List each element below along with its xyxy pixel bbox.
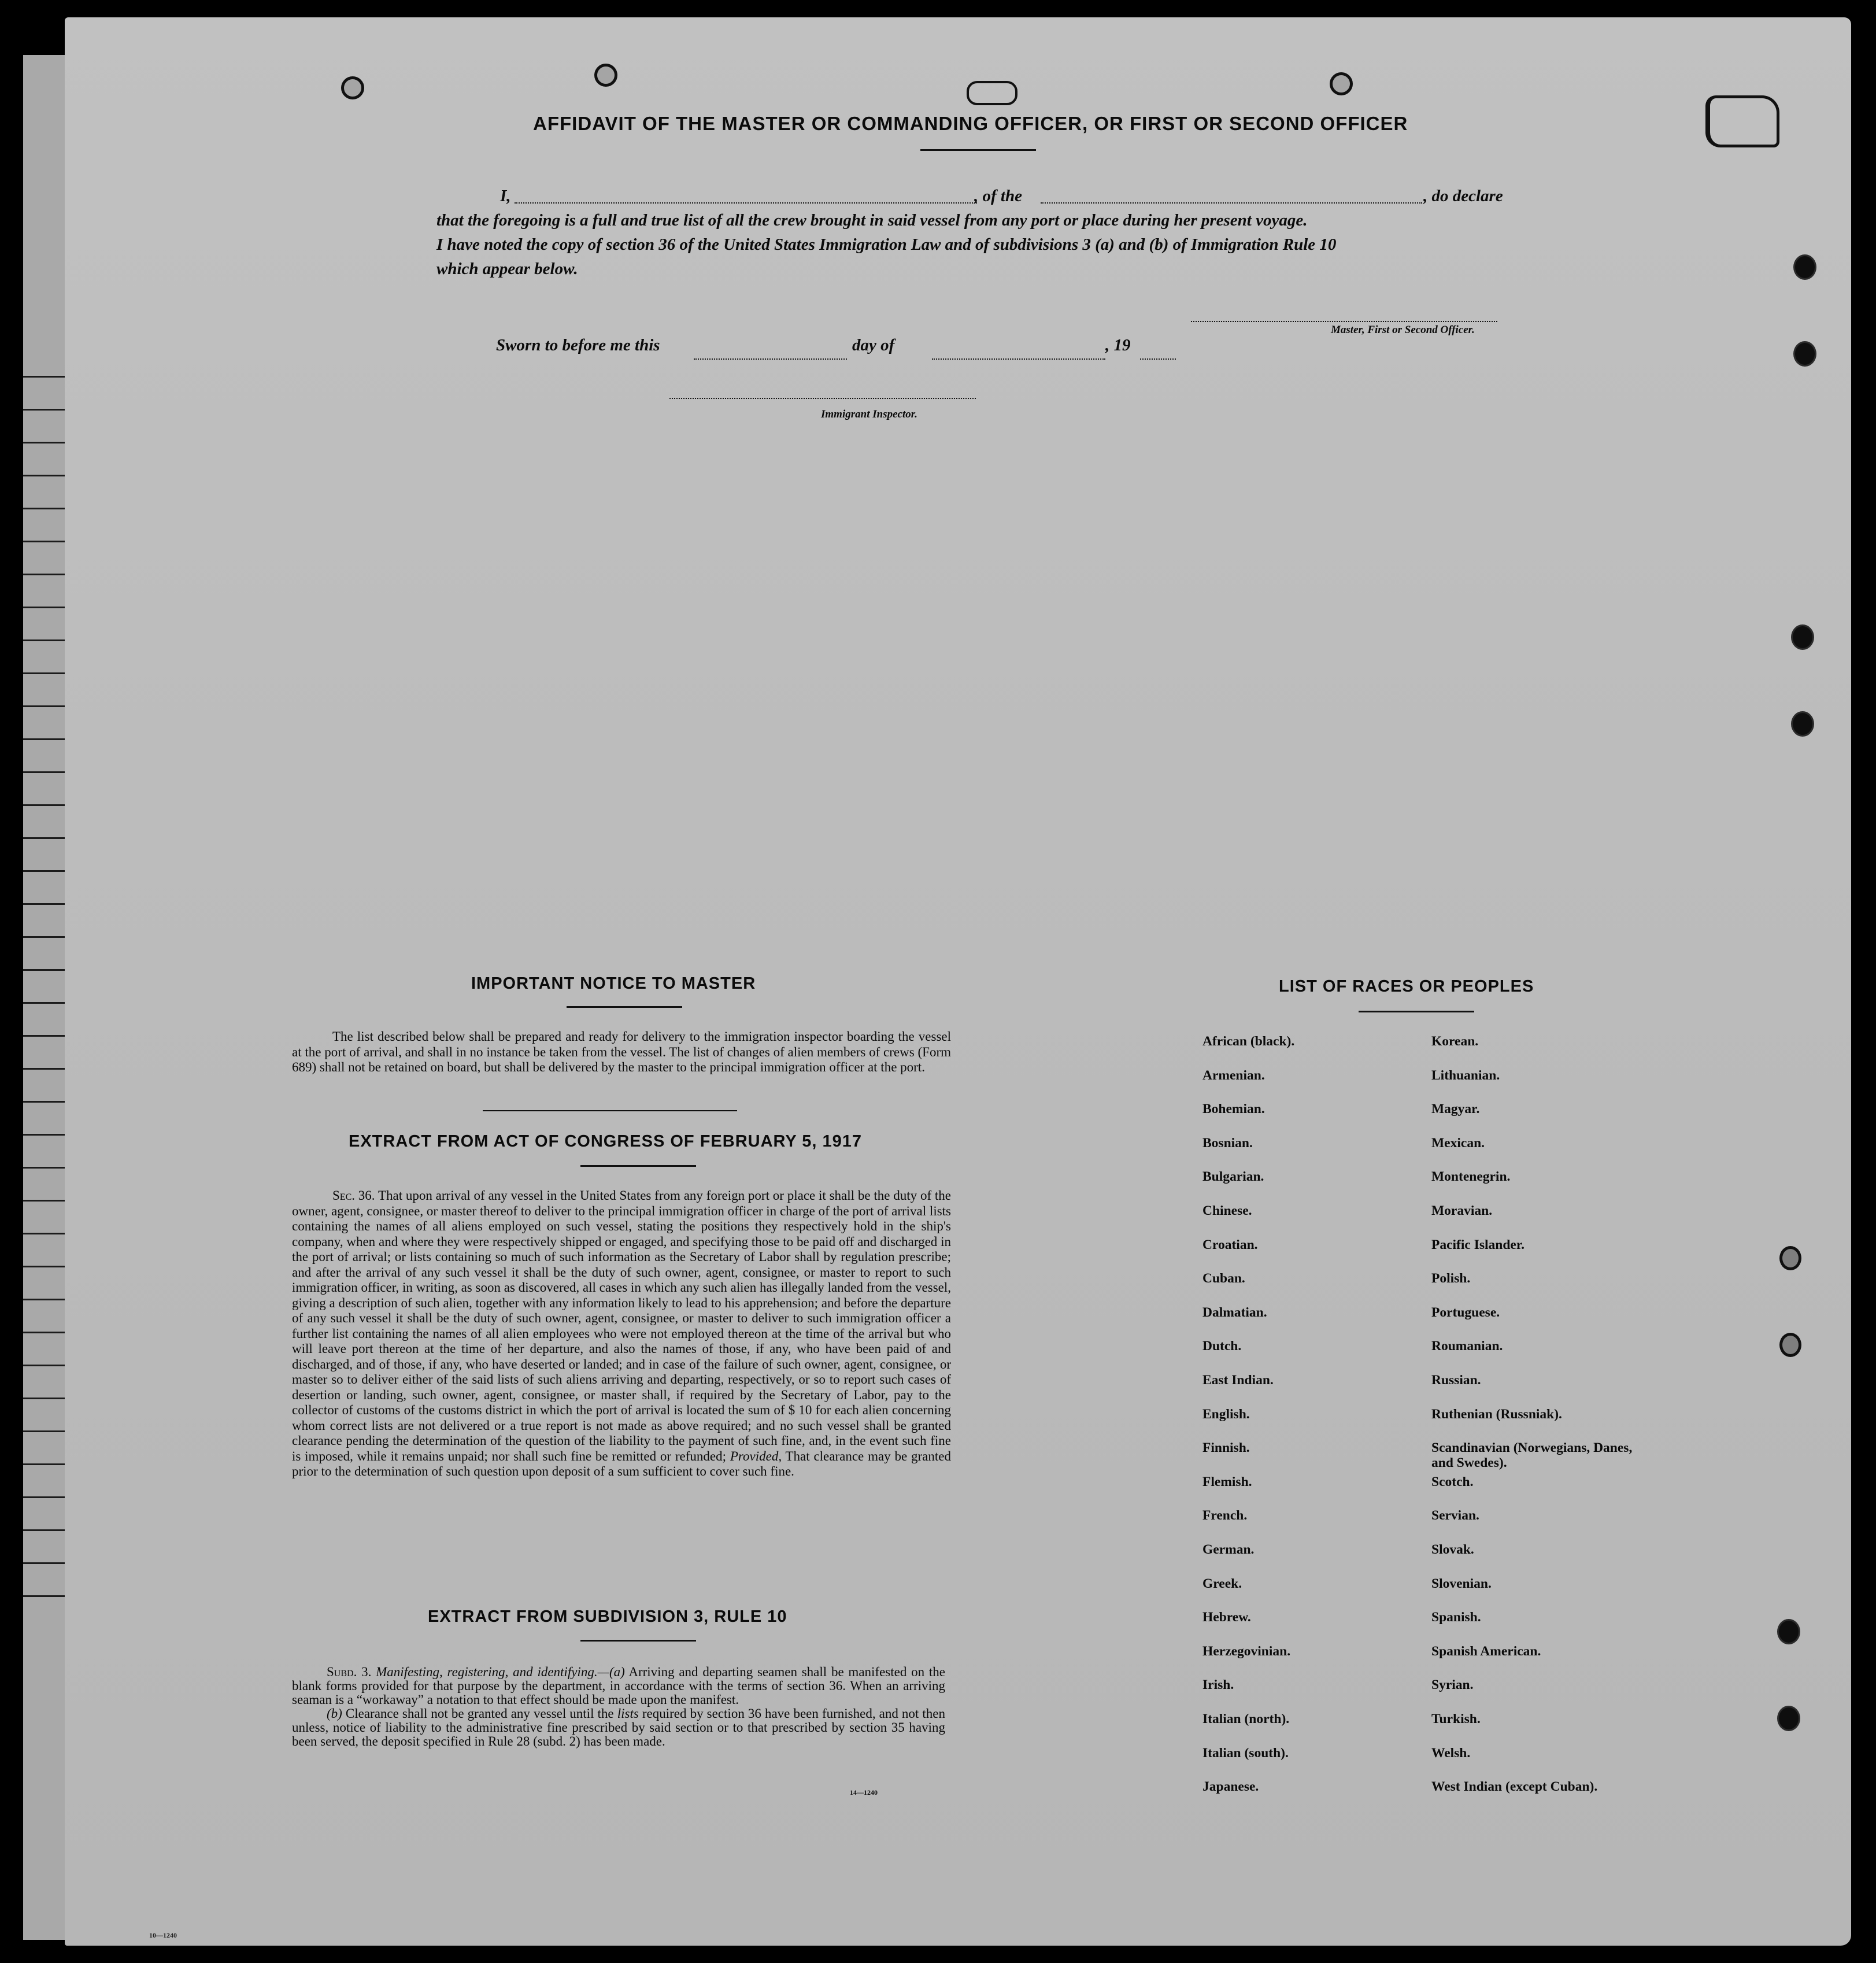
race-item: African (black). xyxy=(1202,1034,1295,1049)
heading-rule xyxy=(920,149,1036,151)
act-body: That upon arrival of any vessel in the United States from any foreign port or place it shall be the duty of the owner, agent, consignee, or master thereof to deliver to the principal immigration officer in charge of the port of arrival lists containing the names of all aliens employed on such vessel, stating the positions they respectively hold in the ship's company, when and where they were respectively shipped or engaged, and specifying those to be paid off and discharged in the port of arrival; or lists containing so much of such information as the Secretary of Labor shall by regulation prescribe; and after the arrival of any such vessel it shall be the duty of such owner, agent, consignee, or master to report to such immigration officer, in writing, as soon as discovered, all cases in which any such alien has illegally landed from the vessel, giving a description of such alien, together with any information likely to lead to his apprehension; and before the departure of any such vessel it shall be the duty of such owner, agent, consignee, or master to deliver to such immigration officer a further list containing the names of all alien employees who were not employed thereon at the time of the arrival but who will leave port thereon at the time of her departure, and also the names of those, if any, who have been paid of and discharged, and of those, if any, who have deserted or landed; and in case of the failure of such owner, agent, consignee, or master so to deliver either of the said lists of such aliens arriving and departing, respectively, or so to report such cases of desertion or landing, such owner, agent, consignee, or master shall, if required by the Secretary of Labor, pay to the collector of customs of the customs district in which the port of arrival is located the sum of $ 10 for each alien concerning whom correct lists are not delivered or a true report is not made as above required; and no such vessel shall be granted clearance pending the determination of the question of the liability to the payment of such fine, and, in the event such fine is imposed, while it remains unpaid; nor shall such fine be remitted or refunded; xyxy=(292,1188,951,1463)
ruling-line xyxy=(23,804,69,806)
affidavit-line-4: which appear below. xyxy=(436,260,578,278)
sworn-label: Sworn to before me this xyxy=(496,336,660,354)
ruling-line xyxy=(23,475,69,476)
rule-extract-text xyxy=(292,1665,945,1748)
race-item: Italian (north). xyxy=(1202,1711,1290,1727)
subd-label: Subd. 3. xyxy=(327,1665,372,1679)
race-item: Armenian. xyxy=(1202,1067,1265,1083)
race-item: Moravian. xyxy=(1431,1203,1493,1218)
race-item: Roumanian. xyxy=(1431,1339,1503,1354)
corner-stamp-mark xyxy=(1705,95,1779,147)
race-item: Montenegrin. xyxy=(1431,1169,1511,1185)
ruling-line xyxy=(23,1233,69,1234)
binder-hole-icon xyxy=(1777,1706,1800,1731)
race-item: Italian (south). xyxy=(1202,1745,1289,1761)
race-item: Russian. xyxy=(1431,1373,1481,1388)
binder-hole-icon xyxy=(1779,1333,1801,1357)
race-item: Cuban. xyxy=(1202,1271,1245,1287)
subd-heading: Manifesting, registering, and identifying.—(a) xyxy=(376,1665,625,1679)
affidavit-line-1 xyxy=(436,184,1523,208)
ruling-line xyxy=(23,574,69,575)
race-item: Bohemian. xyxy=(1202,1101,1265,1117)
ruling-line xyxy=(23,1398,69,1399)
sworn-month-line[interactable] xyxy=(932,358,1105,360)
races-title: LIST OF RACES OR PEOPLES xyxy=(1279,977,1534,996)
ruling-line xyxy=(23,1430,69,1432)
para-b-lists: lists xyxy=(617,1706,639,1721)
b-label: (b) xyxy=(327,1706,342,1721)
ruling-line xyxy=(23,1167,69,1169)
para-b-start: Clearance shall not be granted any vessel until the xyxy=(345,1706,614,1721)
ruling-line xyxy=(23,837,69,839)
inspector-signature-line[interactable] xyxy=(669,398,976,399)
race-item: Finnish. xyxy=(1202,1440,1250,1456)
race-item: Japanese. xyxy=(1202,1779,1259,1795)
race-item: Portuguese. xyxy=(1431,1304,1500,1320)
ruling-line xyxy=(23,607,69,608)
race-item: Slovenian. xyxy=(1431,1576,1492,1591)
punch-hole-icon xyxy=(1330,72,1353,95)
ruling-line xyxy=(23,1101,69,1103)
ruling-line xyxy=(23,376,69,378)
binder-hole-icon xyxy=(1779,1246,1801,1270)
act-extract-text xyxy=(292,1188,951,1480)
punch-hole-icon xyxy=(341,76,364,99)
race-item: Spanish American. xyxy=(1431,1643,1541,1659)
race-item: Dalmatian. xyxy=(1202,1304,1267,1320)
ruling-line xyxy=(23,639,69,641)
notice-title-rule xyxy=(567,1006,682,1008)
act-extract-title: EXTRACT FROM ACT OF CONGRESS OF FEBRUARY 5, 1917 xyxy=(349,1132,863,1151)
ruling-line xyxy=(23,870,69,872)
ruling-line xyxy=(23,1002,69,1004)
year-label: , 19 xyxy=(1105,336,1131,354)
inspector-caption: Immigrant Inspector. xyxy=(821,408,917,420)
ruling-line xyxy=(23,1035,69,1037)
section-divider xyxy=(483,1110,737,1111)
ruling-line xyxy=(23,1068,69,1070)
race-item: Dutch. xyxy=(1202,1339,1242,1354)
ruling-line xyxy=(23,1200,69,1202)
do-declare-label: , do declare xyxy=(1423,187,1503,205)
race-item: Mexican. xyxy=(1431,1135,1485,1151)
affidavit-line-2: that the foregoing is a full and true list of all the crew brought in said vessel from any port or place during her present voyage. xyxy=(436,211,1308,230)
race-item: Syrian. xyxy=(1431,1677,1474,1693)
race-item: Welsh. xyxy=(1431,1745,1471,1761)
para-a: Arriving and departing seamen shall be manifested on the blank forms provided for that purpose by the department, in accordance with the terms of section 36. When an arriving seaman is a “workaway” a notation to that effect should be made upon the manifest. xyxy=(292,1665,945,1707)
ruling-line xyxy=(23,508,69,509)
affidavit-line-3: I have noted the copy of section 36 of the United States Immigration Law and of subdivisions 3 (a) and (b) of Immigration Rule 10 xyxy=(436,235,1337,254)
of-the-label: , of the xyxy=(974,187,1022,205)
form-sheet xyxy=(65,17,1851,1946)
ruling-line xyxy=(23,1496,69,1498)
ruling-line xyxy=(23,903,69,905)
day-of-label: day of xyxy=(852,336,895,354)
race-item: Turkish. xyxy=(1431,1711,1481,1727)
race-item: Pacific Islander. xyxy=(1431,1237,1525,1252)
ruling-line xyxy=(23,1529,69,1531)
race-item: Spanish. xyxy=(1431,1610,1481,1625)
ruling-line xyxy=(23,1365,69,1366)
rule-extract-title: EXTRACT FROM SUBDIVISION 3, RULE 10 xyxy=(428,1607,787,1626)
race-item: Scandinavian (Norwegians, Danes, and Swedes). xyxy=(1431,1440,1633,1471)
officer-signature-caption: Master, First or Second Officer. xyxy=(1331,324,1475,336)
vessel-blank-line[interactable] xyxy=(1041,202,1422,204)
race-item: East Indian. xyxy=(1202,1373,1274,1388)
form-number: 14—1240 xyxy=(850,1788,878,1796)
races-title-rule xyxy=(1359,1011,1474,1012)
race-item: Scotch. xyxy=(1431,1474,1474,1489)
race-item: Magyar. xyxy=(1431,1101,1480,1117)
ruling-line xyxy=(23,738,69,740)
race-item: Bosnian. xyxy=(1202,1135,1253,1151)
ruling-line xyxy=(23,1562,69,1564)
race-item: Slovak. xyxy=(1431,1542,1474,1557)
binder-hole-icon xyxy=(1777,1619,1800,1644)
ruling-line xyxy=(23,1134,69,1136)
race-item: Ruthenian (Russniak). xyxy=(1431,1406,1562,1422)
i-label: I, xyxy=(500,187,511,205)
ruling-line xyxy=(23,771,69,773)
act-body-end: That clearance may be granted prior to the determination of such question upon deposit of a sum sufficient to cover such fine. xyxy=(292,1448,951,1478)
paper-damage-mark xyxy=(967,81,1017,105)
race-item: Servian. xyxy=(1431,1508,1479,1524)
race-item: Hebrew. xyxy=(1202,1610,1251,1625)
binder-hole-icon xyxy=(1793,341,1816,367)
race-item: Flemish. xyxy=(1202,1474,1252,1489)
race-item: French. xyxy=(1202,1508,1248,1524)
para-b-end: required by section 36 have been furnished, and not then unless, notice of liability to the administrative fine prescribed by said section or to that prescribed by section 35 having been served, the deposit specified in Rule 28 (subd. 2) has been made. xyxy=(292,1706,946,1748)
race-item: Croatian. xyxy=(1202,1237,1258,1252)
race-item: Lithuanian. xyxy=(1431,1067,1500,1083)
ruling-line xyxy=(23,705,69,707)
officer-signature-line[interactable] xyxy=(1191,321,1497,322)
notice-title: IMPORTANT NOTICE TO MASTER xyxy=(471,974,756,993)
footer-form-number: 10—1240 xyxy=(149,1931,177,1939)
ruling-line xyxy=(23,1595,69,1597)
race-item: Bulgarian. xyxy=(1202,1169,1264,1185)
race-item: Chinese. xyxy=(1202,1203,1252,1218)
ruling-line xyxy=(23,969,69,971)
affidavit-heading: AFFIDAVIT OF THE MASTER OR COMMANDING OFFICER, OR FIRST OR SECOND OFFICER xyxy=(533,113,1408,134)
sworn-day-line[interactable] xyxy=(694,358,847,360)
ruling-line xyxy=(23,442,69,443)
ruling-line xyxy=(23,1266,69,1267)
notice-text: The list described below shall be prepared and ready for delivery to the immigration inspector boarding the vessel at the port of arrival, and shall in no instance be taken from the vessel. The list of changes of alien members of crews (Form 689) shall not be retained on board, but shall be delivered by the master to the principal immigration officer at the port. xyxy=(292,1029,951,1074)
race-item: Greek. xyxy=(1202,1576,1242,1591)
sworn-year-line[interactable] xyxy=(1140,358,1176,360)
race-item: Herzegovinian. xyxy=(1202,1643,1291,1659)
ruling-line xyxy=(23,1332,69,1333)
rule-title-rule xyxy=(580,1640,696,1642)
race-item: West Indian (except Cuban). xyxy=(1431,1779,1598,1795)
race-item: English. xyxy=(1202,1406,1250,1422)
ruling-line xyxy=(23,541,69,542)
binder-hole-icon xyxy=(1793,254,1816,280)
race-item: Polish. xyxy=(1431,1271,1471,1287)
binder-hole-icon xyxy=(1791,624,1814,650)
act-title-rule xyxy=(580,1165,696,1167)
race-item: Irish. xyxy=(1202,1677,1234,1693)
affidavit-body xyxy=(436,184,1523,281)
race-item: German. xyxy=(1202,1542,1255,1557)
punch-hole-icon xyxy=(594,64,617,87)
ruling-line xyxy=(23,409,69,411)
provided-label: Provided, xyxy=(730,1448,782,1463)
underlying-page-edge xyxy=(23,55,69,1940)
binder-hole-icon xyxy=(1791,711,1814,737)
race-item: Korean. xyxy=(1431,1034,1479,1049)
ruling-line xyxy=(23,672,69,674)
ruling-line xyxy=(23,1463,69,1465)
ruling-line xyxy=(23,936,69,938)
sec-label: Sec. 36. xyxy=(332,1188,375,1203)
ruling-line xyxy=(23,1299,69,1300)
name-blank-line[interactable] xyxy=(515,202,977,204)
